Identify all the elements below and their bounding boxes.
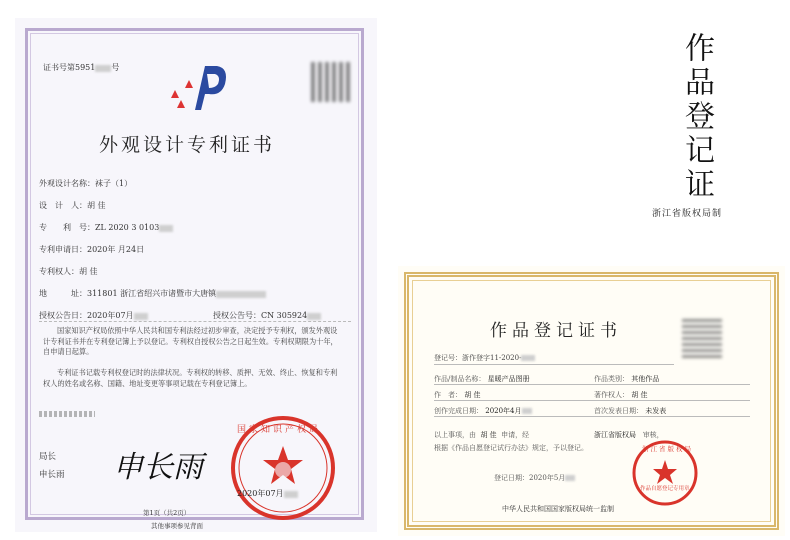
copyright-title: 作品登记证书	[490, 321, 622, 341]
copyright-certificate	[398, 266, 785, 536]
page-number: 第1页（共2页）	[143, 509, 191, 517]
seal-subtext: 作品自愿登记专用章	[640, 486, 690, 492]
divider	[434, 400, 750, 401]
director-name: 申长雨	[39, 470, 65, 480]
director-label: 局长	[39, 452, 57, 462]
cover-title: 作品登记证	[679, 32, 714, 202]
row-work-category: 作品类别： 其他作品	[594, 375, 660, 383]
divider	[434, 416, 750, 417]
patent-title: 外观设计专利证书	[99, 134, 276, 156]
registration-number: 登记号：浙作登字11-2020-	[434, 353, 535, 363]
divider	[39, 321, 351, 322]
field-patent-number: 专 利 号：ZL 2020 3 0103	[39, 222, 173, 233]
row-first-publication: 首次发表日期： 未发表	[594, 407, 667, 415]
divider	[434, 364, 674, 365]
field-patentee: 专利权人：胡 佳	[39, 267, 98, 276]
row-copyright-owner: 著作权人： 胡 佳	[594, 391, 648, 399]
director-signature: 申长雨	[113, 450, 203, 485]
copyright-footer: 中华人民共和国国家版权局统一监制	[502, 505, 614, 513]
field-design-name: 外观设计名称：袜子（1）	[39, 179, 133, 188]
cover-issuer: 浙江省版权局制	[652, 209, 723, 219]
cnipa-logo-icon	[165, 58, 233, 116]
grant-number: 授权公告号：CN 305924	[213, 310, 321, 321]
qr-code	[682, 318, 722, 358]
registration-date: 登记日期：2020年5月	[494, 473, 575, 483]
paragraph-1: 国家知识产权局依照中华人民共和国专利法经过初步审查，决定授予专利权，颁发外观设计专利证书并在专利登记簿上予以登记。专利权自授权公告之日起生效。专利权期限为十年，自申请日起算。	[43, 326, 338, 356]
row-work-name: 作品/制品名称： 星暖产品图册	[434, 375, 530, 383]
footer-note: 其他事项参见背面	[151, 522, 203, 530]
seal-text: 浙江省版权局	[642, 445, 693, 453]
row-author: 作 者： 胡 佳	[434, 391, 481, 399]
divider	[434, 384, 750, 385]
copyright-cover	[612, 22, 762, 252]
cert-number: 证书号第5951 号	[43, 63, 120, 72]
paragraph-2: 专利证书记载专利权登记时的法律状况。专利权的转移、质押、无效、终止、恢复和专利权人的姓名或名称、国籍、地址变更等事项记载在专利登记簿上。	[43, 368, 338, 388]
seal-text: 国家知识产权局	[237, 425, 322, 435]
seal-date: 2020年07月	[237, 488, 298, 499]
row-completion-date: 创作完成日期： 2020年4月	[434, 406, 532, 416]
statement-line-2: 根据《作品自愿登记试行办法》规定，予以登记。	[434, 444, 588, 452]
field-address: 地 址：311801 浙江省绍兴市诸暨市大唐镇	[39, 288, 266, 299]
field-application-date: 专利申请日：2020年 月24日	[39, 245, 145, 254]
grant-date: 授权公告日：2020年07月	[39, 310, 148, 321]
field-designer: 设 计 人：胡 佳	[39, 201, 106, 210]
patent-certificate	[15, 18, 377, 532]
statement-line-1: 以上事项，由 胡 佳 申请，经	[434, 431, 530, 439]
qr-code	[311, 62, 351, 102]
statement-org: 浙江省版权局 审核，	[594, 431, 664, 439]
dotted-rule	[39, 411, 95, 417]
